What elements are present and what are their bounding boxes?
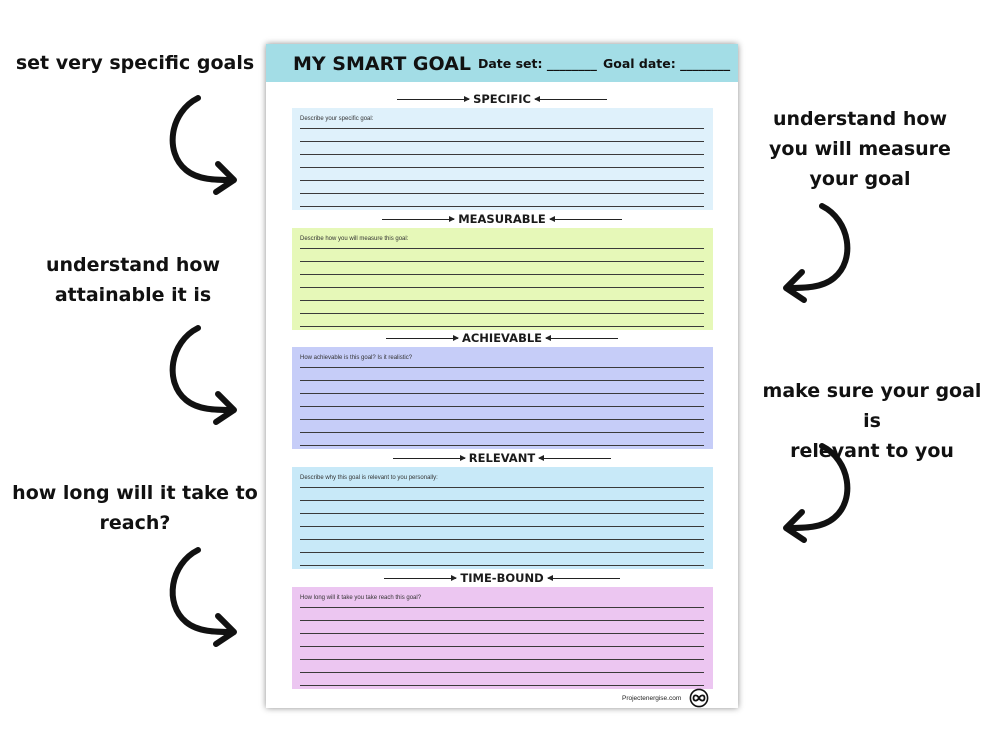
section-heading-label: SPECIFIC bbox=[473, 92, 531, 106]
section-prompt: Describe your specific goal: bbox=[300, 116, 374, 122]
section-box-specific[interactable] bbox=[292, 108, 713, 210]
section-heading-timebound bbox=[266, 570, 738, 586]
worksheet-title: MY SMART GOAL bbox=[293, 53, 471, 75]
annotation-measurable bbox=[760, 104, 960, 194]
section-heading-measurable bbox=[266, 211, 738, 227]
section-prompt: How long will it take you take reach this goal? bbox=[300, 595, 422, 601]
annotation-line: your goal bbox=[809, 168, 911, 190]
annotation-line: understand how bbox=[46, 254, 220, 276]
annotation-specific bbox=[10, 48, 260, 78]
section-box-achievable[interactable] bbox=[292, 347, 713, 449]
section-box-timebound[interactable] bbox=[292, 587, 713, 689]
annotation-line: how long will it take to bbox=[12, 482, 258, 504]
section-heading-label: ACHIEVABLE bbox=[461, 331, 543, 345]
annotation-line: set very specific goals bbox=[15, 52, 255, 74]
goal-date-field: Goal date: ________ bbox=[603, 56, 731, 71]
section-heading-label: RELEVANT bbox=[468, 451, 536, 465]
annotation-line: you will measure bbox=[769, 138, 951, 160]
section-heading-achievable bbox=[266, 330, 738, 346]
annotation-timebound bbox=[12, 478, 258, 538]
section-prompt: Describe why this goal is relevant to you personally: bbox=[300, 475, 438, 481]
curved-arrow-icon bbox=[160, 544, 250, 649]
annotation-achievable bbox=[28, 250, 238, 310]
annotation-line: attainable it is bbox=[54, 284, 212, 306]
date-set-field: Date set: ________ bbox=[478, 56, 597, 71]
worksheet-header bbox=[266, 44, 738, 82]
section-box-relevant[interactable] bbox=[292, 467, 713, 569]
annotation-line: make sure your goal is bbox=[762, 380, 982, 432]
section-prompt: How achievable is this goal? Is it realistic? bbox=[300, 355, 413, 361]
curved-arrow-icon bbox=[770, 200, 860, 305]
curved-arrow-icon bbox=[770, 440, 860, 545]
curved-arrow-icon bbox=[160, 322, 250, 427]
annotation-line: understand how bbox=[773, 108, 947, 130]
section-box-measurable[interactable] bbox=[292, 228, 713, 330]
footer-website: Projectenergise.com bbox=[622, 695, 682, 702]
smart-goal-worksheet bbox=[266, 44, 738, 708]
section-heading-specific bbox=[266, 91, 738, 107]
section-heading-label: TIME-BOUND bbox=[460, 571, 544, 585]
section-heading-label: MEASURABLE bbox=[458, 212, 546, 226]
section-heading-relevant bbox=[266, 450, 738, 466]
curved-arrow-icon bbox=[160, 92, 250, 197]
annotation-line: reach? bbox=[99, 512, 171, 534]
infinity-logo-icon bbox=[689, 688, 709, 708]
annotation-line: relevant to you bbox=[790, 440, 954, 462]
section-prompt: Describe how you will measure this goal: bbox=[300, 236, 409, 242]
